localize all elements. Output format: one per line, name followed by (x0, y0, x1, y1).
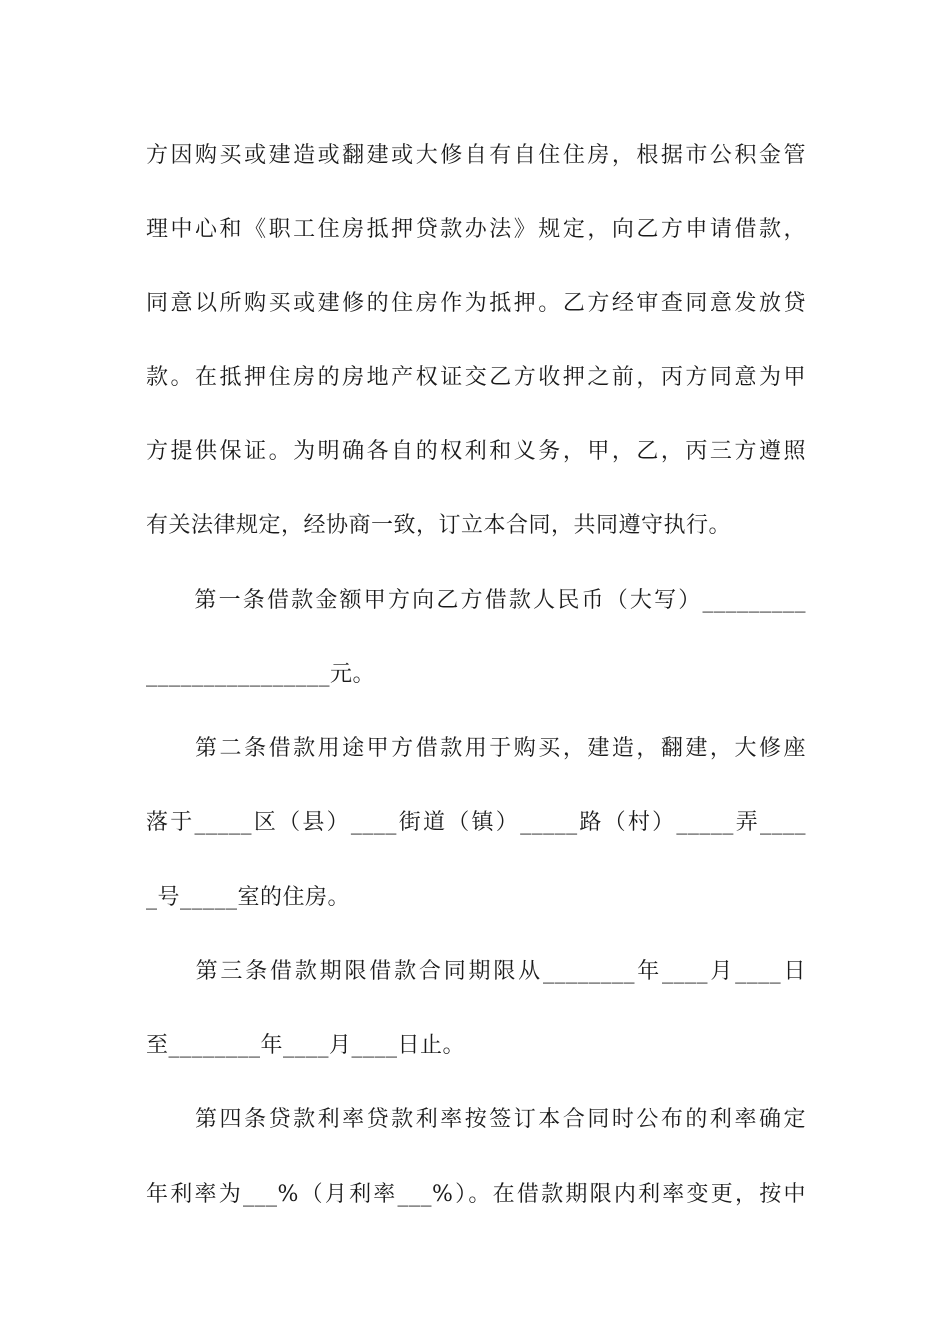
article-2-line-1: 第二条借款用途甲方借款用于购买，建造，翻建，大修座 (146, 736, 806, 761)
article-1-line-2: ________________元。 (146, 662, 376, 687)
paragraph-line-5: 方提供保证。为明确各自的权利和义务，甲，乙，丙三方遵照 (146, 439, 806, 464)
paragraph-line-1: 方因购买或建造或翻建或大修自有自住住房，根据市公积金管 (146, 143, 806, 168)
paragraph-line-6: 有关法律规定，经协商一致，订立本合同，共同遵守执行。 (146, 513, 732, 538)
article-4-line-1: 第四条贷款利率贷款利率按签订本合同时公布的利率确定 (146, 1107, 806, 1132)
paragraph-line-4: 款。在抵押住房的房地产权证交乙方收押之前，丙方同意为甲 (146, 365, 806, 390)
paragraph-line-2: 理中心和《职工住房抵押贷款办法》规定，向乙方申请借款， (146, 217, 806, 242)
paragraph-line-3: 同意以所购买或建修的住房作为抵押。乙方经审查同意发放贷 (146, 291, 806, 316)
article-4-line-2: 年利率为___%（月利率___%）。在借款期限内利率变更，按中 (146, 1182, 806, 1207)
article-1-line-1: 第一条借款金额甲方向乙方借款人民币（大写）_________ (146, 588, 806, 613)
article-3-line-2: 至________年____月____日止。 (146, 1033, 466, 1058)
article-2-line-3: _号_____室的住房。 (146, 885, 351, 910)
article-2-line-2: 落于_____区（县）____街道（镇）_____路（村）_____弄____ (146, 810, 806, 835)
article-3-line-1: 第三条借款期限借款合同期限从________年____月____日 (146, 959, 806, 984)
